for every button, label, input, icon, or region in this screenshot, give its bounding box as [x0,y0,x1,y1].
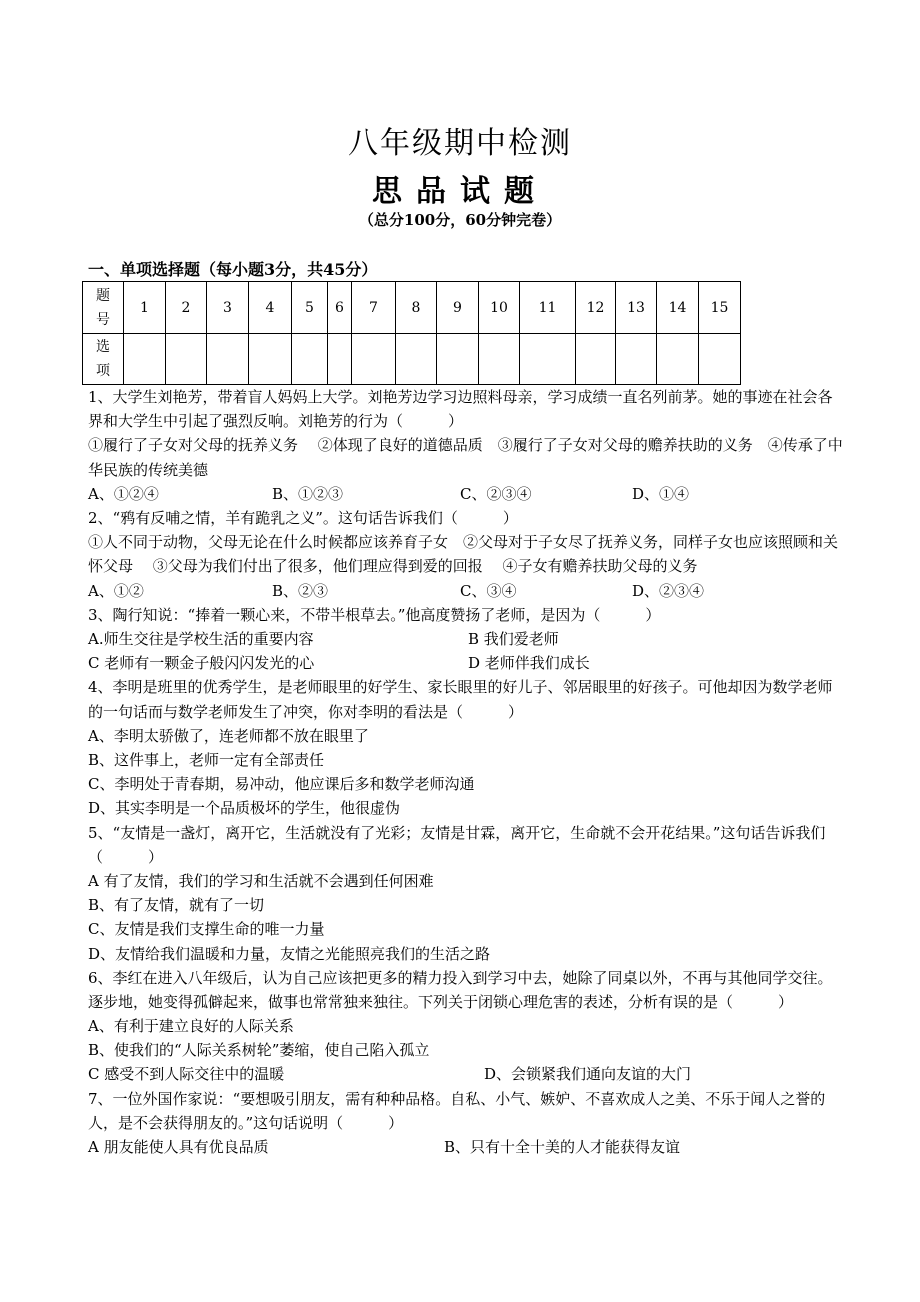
option-d[interactable]: D、友情给我们温暖和力量，友情之光能照亮我们的生活之路 [88,944,491,963]
number-cell: 3 [207,282,249,334]
option-b[interactable]: B、只有十全十美的人才能获得友谊 [444,1138,681,1157]
answer-cell[interactable] [437,334,479,385]
question-6-stem: 6、李红在进入八年级后，认为自己应该把更多的精力投入到学习中去，她除了同桌以外，不再与其他同学交往。逐步地，她变得孤僻起来，做事也常常独来独往。下列关于闭锁心理危害的表述，分析有误的是（ ） [88,968,833,1011]
number-cell: 4 [249,282,292,334]
option-b[interactable]: B、使我们的“人际关系树轮”萎缩，使自己陷入孤立 [88,1041,430,1060]
option-b[interactable]: B、有了友情，就有了一切 [88,896,265,915]
answer-cell[interactable] [479,334,520,385]
answer-cell[interactable] [352,334,396,385]
number-cell: 9 [437,282,479,334]
option-c[interactable]: C、李明处于青春期，易冲动，他应课后多和数学老师沟通 [88,775,475,794]
question-6-options-cd [88,1062,843,1086]
answer-table-answer-row [83,334,741,385]
option-c[interactable]: C 感受不到人际交往中的温暖 [88,1065,285,1084]
option-b[interactable]: B、①②③ [272,484,344,503]
number-cell: 8 [396,282,437,334]
answer-table [82,281,741,385]
number-cell: 11 [520,282,576,334]
number-cell: 5 [292,282,328,334]
option-b[interactable]: B、这件事上，老师一定有全部责任 [88,750,325,769]
question-3-stem: 3、陶行知说：“捧着一颗心来，不带半根草去。”他高度赞扬了老师，是因为（ ） [88,605,661,624]
option-d[interactable]: D、会锁紧我们通向友谊的大门 [484,1065,692,1084]
question-2-items: ①人不同于动物，父母无论在什么时候都应该养育子女 ②父母对于子女尽了抚养义务，同样子女也应该照顾和关怀父母 ③父母为我们付出了很多，他们理应得到爱的回报 ④子女有赡养扶助父母的义务 [88,533,839,576]
answer-cell[interactable] [699,334,741,385]
section-heading: 一、单项选择题（每小题3分，共45分） [88,260,378,279]
question-list [88,385,843,1159]
option-a[interactable]: A 有了友情，我们的学习和生活就不会遇到任何困难 [88,871,434,890]
question-2-options [88,579,843,603]
question-1-options [88,482,843,506]
option-a[interactable]: A、①②④ [88,484,159,503]
option-a[interactable]: A 朋友能使人具有优良品质 [88,1138,269,1157]
answer-cell[interactable] [576,334,616,385]
exam-note: （总分100分，60分钟完卷） [358,211,562,229]
option-b[interactable]: B 我们爱老师 [468,630,559,648]
question-7-options-ab [88,1135,843,1159]
row-label-number: 题 号 [83,282,124,334]
number-cell: 6 [328,282,352,334]
answer-cell[interactable] [520,334,576,385]
number-cell: 7 [352,282,396,334]
answer-cell[interactable] [207,334,249,385]
answer-cell[interactable] [396,334,437,385]
number-cell: 15 [699,282,741,334]
option-d[interactable]: D 老师伴我们成长 [468,654,590,673]
number-cell: 12 [576,282,616,334]
exam-subject: 思品试题 [372,174,548,209]
answer-cell[interactable] [328,334,352,385]
option-a[interactable]: A、①② [88,581,144,600]
question-4-stem: 4、李明是班里的优秀学生，是老师眼里的好学生、家长眼里的好儿子、邻居眼里的好孩子。可他却因为数学老师的一句话而与数学老师发生了冲突，你对李明的看法是（ ） [88,678,833,721]
answer-cell[interactable] [292,334,328,385]
option-c[interactable]: C 老师有一颗金子般闪闪发光的心 [88,654,315,673]
row-label-answer: 选 项 [83,334,124,385]
question-3-options-ab [88,627,843,651]
option-b[interactable]: B、②③ [272,581,329,600]
option-d[interactable]: D、①④ [632,484,690,503]
option-c[interactable]: C、②③④ [460,484,532,503]
question-3-options-cd [88,651,843,675]
option-a[interactable]: A、李明太骄傲了，连老师都不放在眼里了 [88,726,369,745]
option-a[interactable]: A、有利于建立良好的人际关系 [88,1017,294,1036]
option-c[interactable]: C、友情是我们支撑生命的唯一力量 [88,920,325,939]
answer-cell[interactable] [124,334,166,385]
number-cell: 13 [616,282,657,334]
option-d[interactable]: D、其实李明是一个品质极坏的学生，他很虚伪 [88,799,401,818]
question-5-stem: 5、“友情是一盏灯，离开它，生活就没有了光彩；友情是甘霖，离开它，生命就不会开花结果。”这句话告诉我们（ ） [88,823,826,866]
number-cell: 10 [479,282,520,334]
number-cell: 1 [124,282,166,334]
answer-table-number-row [83,282,741,334]
number-cell: 14 [657,282,699,334]
option-d[interactable]: D、②③④ [632,581,705,600]
answer-cell[interactable] [166,334,207,385]
number-cell: 2 [166,282,207,334]
question-2-stem: 2、“鸦有反哺之情，羊有跪乳之义”。这句话告诉我们（ ） [88,509,518,527]
answer-cell[interactable] [657,334,699,385]
exam-title: 八年级期中检测 [348,126,572,161]
question-1-stem: 1、大学生刘艳芳，带着盲人妈妈上大学。刘艳芳边学习边照料母亲，学习成绩一直名列前茅。她的事迹在社会各界和大学生中引起了强烈反响。刘艳芳的行为（ ） [88,388,833,431]
option-c[interactable]: C、③④ [460,581,517,600]
answer-cell[interactable] [616,334,657,385]
option-a[interactable]: A.师生交往是学校生活的重要内容 [88,630,314,648]
question-1-items: ①履行了子女对父母的抚养义务 ②体现了良好的道德品质 ③履行了子女对父母的赡养扶助的义务 ④传承了中华民族的传统美德 [88,436,843,479]
question-7-stem: 7、一位外国作家说：“要想吸引朋友，需有种种品格。自私、小气、嫉妒、不喜欢成人之美、不乐于闻人之誉的人，是不会获得朋友的。”这句话说明（ ） [88,1089,826,1132]
answer-cell[interactable] [249,334,292,385]
